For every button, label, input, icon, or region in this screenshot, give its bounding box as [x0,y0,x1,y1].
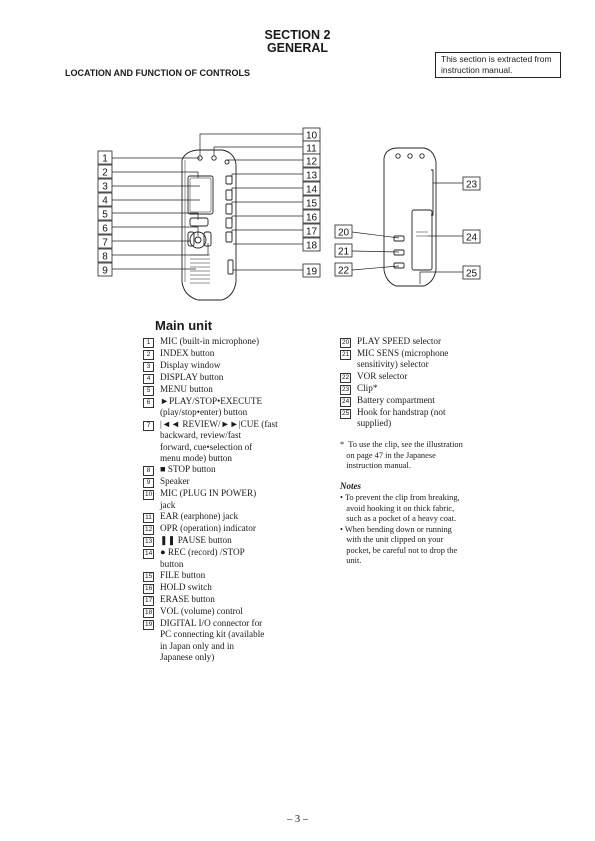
svg-text:23: 23 [465,179,478,191]
svg-text:25: 25 [465,268,478,280]
svg-text:10: 10 [305,130,318,142]
callout-13 [303,168,320,182]
callout-23 [463,177,480,191]
list-item: 21 MIC SENS (microphone sensitivity) selector [342,348,449,370]
svg-text:9: 9 [102,265,108,277]
list-item: 16 HOLD switch [145,582,212,593]
callout-14 [303,182,320,196]
section-title: SECTION 2 [264,28,331,42]
callout-11 [303,141,320,155]
callout-17 [303,224,320,238]
svg-text:2: 2 [102,167,108,179]
callout-18 [303,238,320,252]
list-item: 1 MIC (built-in microphone) [143,336,278,348]
svg-text:8: 8 [102,251,108,263]
list-item: 22 VOR selector [342,370,408,381]
list-item: 4 DISPLAY button [143,372,278,384]
list-item: 17 ERASE button [145,594,215,605]
callout-25 [463,266,480,280]
list-item: 18 VOL (volume) control [145,606,243,617]
callout-16 [303,210,320,224]
svg-text:5: 5 [102,209,108,221]
svg-text:18: 18 [305,240,318,252]
list-item: 5 MENU button [143,384,278,396]
callout-1 [98,151,112,165]
svg-text:17: 17 [305,226,318,238]
list-item: 19 DIGITAL I/O connector for PC connecting kit (available in Japan only and in Japanese only) [145,618,265,663]
list-item: 14 ● REC (record) /STOP button [145,547,245,569]
extract-note-line-2: instruction manual. [441,64,513,75]
list-item: 10 MIC (PLUG IN POWER) jack [145,488,257,510]
main-unit-heading: Main unit [155,318,213,333]
callout-10 [303,128,320,142]
svg-text:24: 24 [465,232,478,244]
callout-5 [98,207,112,221]
list-item: 11 EAR (earphone) jack [143,511,278,523]
list-item: 2 INDEX button [143,348,278,360]
svg-text:12: 12 [305,156,318,168]
svg-text:16: 16 [305,212,318,224]
callout-2 [98,165,112,179]
list-item: 23 Clip* [342,382,378,393]
left-item-list [143,336,278,664]
list-item: 20 PLAY SPEED selector [342,336,442,346]
list-item: 24 Battery compartment [342,394,435,405]
callout-24 [463,230,480,244]
svg-text:15: 15 [305,198,318,210]
extract-note-line-1: This section is extracted from [441,54,552,64]
callout-20 [335,225,352,239]
svg-text:11: 11 [306,143,317,155]
callout-7 [98,235,112,249]
callout-3 [98,179,112,193]
svg-text:20: 20 [337,227,350,239]
callout-21 [335,244,352,258]
svg-text:13: 13 [305,170,318,182]
list-item: 7 |◄◄ REVIEW/►►|CUE (fast backward, review/fast forward, cue•selection of menu mode) button [143,419,278,465]
list-item: 3 Display window [143,360,278,372]
location-heading: LOCATION AND FUNCTION OF CONTROLS [65,68,250,78]
list-item: 12 OPR (operation) indicator [145,523,256,534]
callout-12 [303,154,320,168]
clip-footnote: * To use the clip, see the illustration on page 47 in the Japanese instruction manual. [340,440,463,470]
list-item: 13 ❚❚ PAUSE button [145,535,232,546]
svg-text:22: 22 [337,265,350,277]
svg-text:7: 7 [102,237,108,249]
list-item: 8 ■ STOP button [143,464,278,476]
recorder-illustration [0,0,595,320]
callout-15 [303,196,320,210]
callout-6 [98,221,112,235]
notes-heading: Notes [340,481,361,491]
svg-text:6: 6 [102,223,108,235]
callout-9 [98,263,112,277]
list-item: 25 Hook for handstrap (not supplied) [342,406,446,429]
list-item: 9 Speaker [143,476,278,488]
list-item: 15 FILE button [145,570,206,581]
right-item-list [340,336,448,430]
svg-text:3: 3 [102,181,108,193]
list-item: 6 ►PLAY/STOP•EXECUTE (play/stop•enter) button [143,396,278,419]
svg-text:19: 19 [305,266,318,278]
callout-19 [303,264,320,278]
svg-text:14: 14 [305,184,318,196]
page-number: – 3 – [287,814,308,825]
svg-text:4: 4 [102,195,108,207]
callout-22 [335,263,352,277]
callout-4 [98,193,112,207]
svg-text:1: 1 [102,153,108,165]
callout-8 [98,249,112,263]
svg-text:21: 21 [337,246,350,258]
section-subtitle: GENERAL [266,41,329,55]
notes-text: • To prevent the clip from breaking, avoid hooking it on thick fabric, such as a pocket of a heavy coat. • When bending down or running with the unit clipped on your pocket, be careful not to drop the unit. [340,493,460,565]
